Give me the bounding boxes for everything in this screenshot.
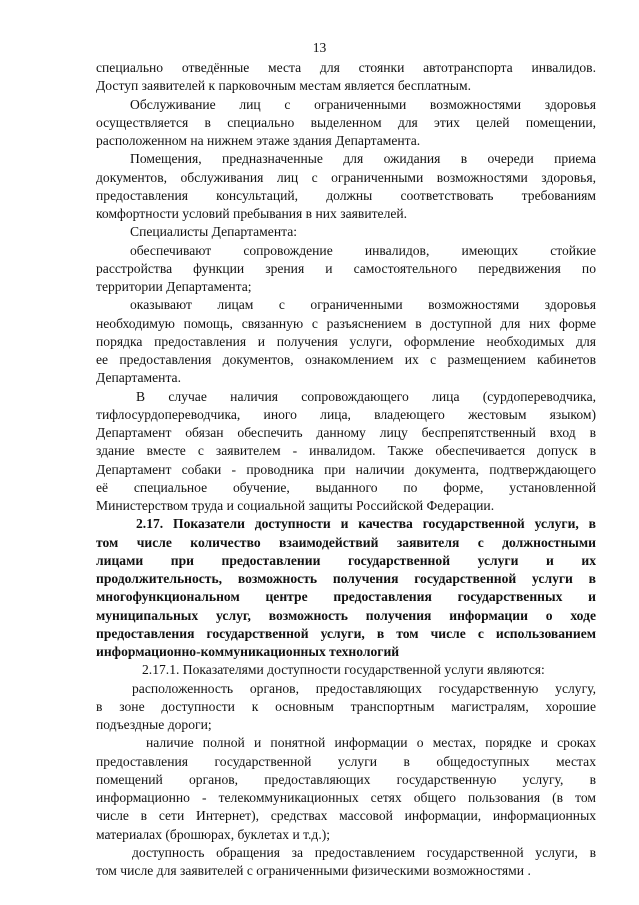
text-line: Департамента. [96, 370, 181, 386]
text-line: предоставления консультаций, должны соответствовать требованиям [96, 187, 596, 203]
text-line: территории Департамента; [96, 279, 252, 294]
section-heading-line: 2.17. Показатели доступности и качества государственной услуги, в [136, 516, 596, 532]
text-line: расположенность органов, предоставляющих государственную услугу, [132, 680, 596, 696]
text-line: Обслуживание лиц с ограниченными возможностями здоровья [130, 96, 596, 112]
text-line: порядка предоставления и получения услуги, оформление необходимых для [96, 333, 596, 349]
text-line: доступность обращения за предоставлением государственной услуги, в [132, 844, 596, 860]
text-line: информационно - телекоммуникационных сетях общего пользования (в том [96, 790, 596, 805]
text-line: обеспечивают сопровождение инвалидов, имеющих стойкие [130, 242, 596, 258]
text-line: здание вместе с заявителем - инвалидом. Также обеспечивается допуск в [96, 443, 596, 459]
section-heading-line: продолжительность, возможность получения государственной услуги в [96, 571, 596, 586]
text-line: числе в сети Интернет), средствах массовой информации, информационных [96, 808, 596, 824]
text-line: Департамент собаки - проводника при наличии документа, подтверждающего [96, 461, 596, 477]
section-heading-line: лицами при предоставлении государственной услуги и их [96, 552, 596, 568]
text-line: 2.17.1. Показателями доступности государственной услуги являются: [142, 662, 545, 678]
section-heading-line: многофункциональном центре предоставления государственных и [96, 589, 596, 605]
text-line: специально отведённые места для стоянки автотранспорта инвалидов. [96, 60, 596, 75]
text-line: расположенном на нижнем этаже здания Департамента. [96, 133, 421, 148]
text-line: оказывают лицам с ограниченными возможностями здоровья [130, 297, 596, 313]
section-heading-line: предоставления государственной услуги, в том числе с использованием [96, 625, 596, 641]
text-line: В случае наличия сопровождающего лица (сурдопереводчика, [136, 388, 596, 404]
text-line: том числе для заявителей с ограниченными физическими возможностями . [96, 863, 531, 878]
page-number: 13 [312, 40, 327, 55]
section-heading-line: муниципальных услуг, возможность получения информации о ходе [96, 607, 596, 623]
text-line: предоставления государственной услуги в общедоступных местах [96, 753, 596, 769]
text-line: материалах (брошюрах, буклетах и т.д.); [96, 826, 331, 842]
text-line: подъездные дороги; [96, 717, 212, 732]
text-line: необходимую помощь, связанную с разъяснением в доступной для них форме [96, 315, 596, 331]
text-line: Доступ заявителей к парковочным местам является бесплатным. [96, 78, 472, 94]
text-line: осуществляется в специально выделенном для этих целей помещении, [96, 114, 596, 130]
text-line: Министерством труда и социальной защиты Российской Федерации. [96, 498, 495, 513]
text-line: Специалисты Департамента: [130, 224, 298, 240]
text-line: помещений органов, предоставляющих государственную услугу, в [96, 771, 596, 787]
text-line: комфортности условий пребывания в них заявителей. [96, 206, 408, 221]
text-line: тифлосурдопереводчика, иного лица, владеющего жестовым языком) [96, 406, 596, 422]
text-line: документов, обслуживания лиц с ограниченными возможностями здоровья, [96, 169, 596, 185]
text-line: Департамент обязан обеспечить данному лицу беспрепятственный вход в [96, 425, 596, 440]
text-line: её специальное обучение, выданного по форме, установленной [96, 479, 596, 495]
document-body [96, 59, 596, 880]
text-line: расстройства функции зрения и самостоятельного передвижения по [96, 260, 596, 276]
text-line: наличие полной и понятной информации о местах, порядке и сроках [146, 735, 596, 751]
text-line: Помещения, предназначенные для ожидания в очереди приема [130, 151, 596, 167]
section-heading-line: информационно-коммуникационных технологий [96, 644, 400, 659]
text-line: ее предоставления документов, ознакомлением их с размещением кабинетов [96, 352, 596, 367]
text-line: в зоне доступности к основным транспортным магистралям, хорошие [96, 698, 596, 714]
section-heading-line: том числе количество взаимодействий заявителя с должностными [96, 534, 596, 550]
